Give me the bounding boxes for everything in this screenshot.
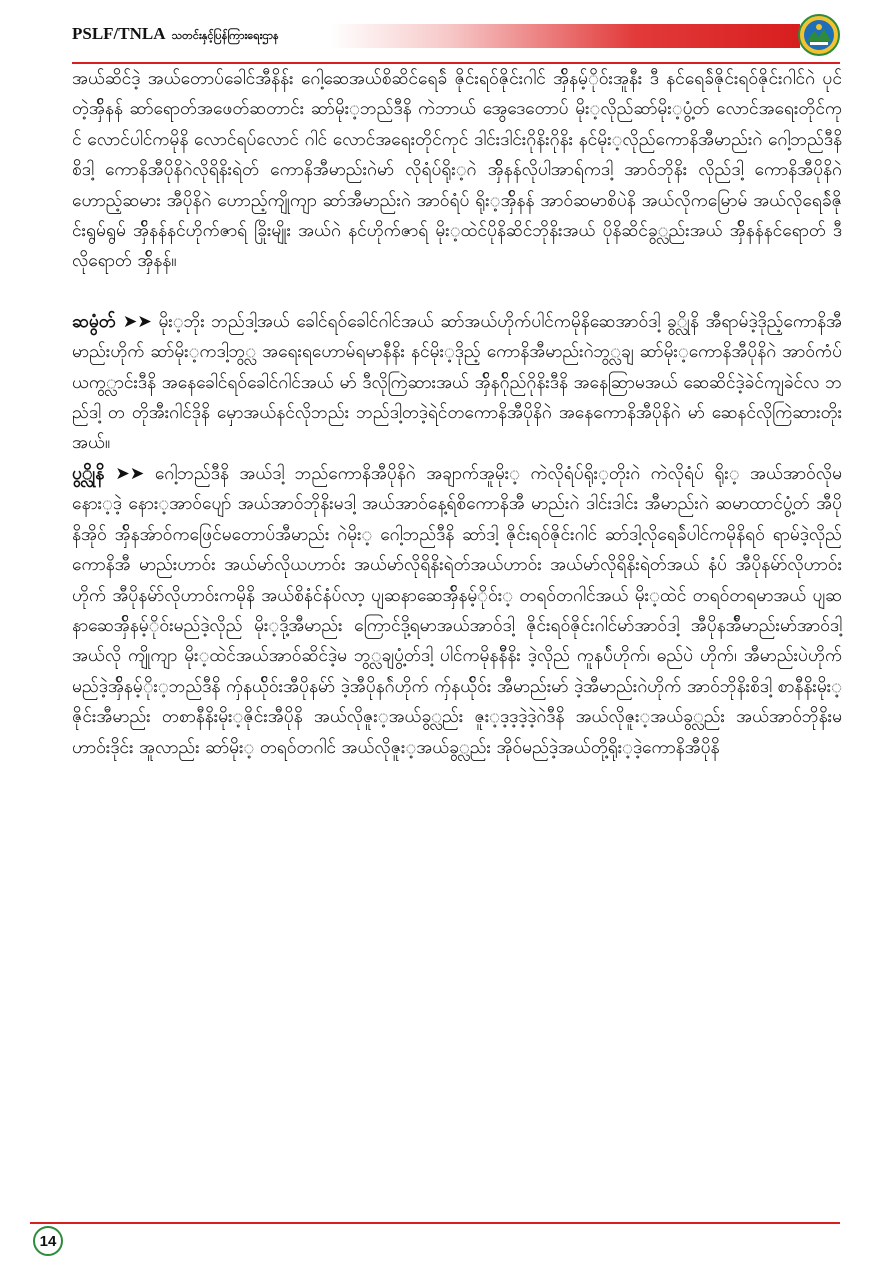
paragraph-1: [72, 64, 842, 277]
footer-rule: [30, 1222, 840, 1224]
article-body: [72, 64, 842, 763]
org-name: PSLF/TNLA: [72, 24, 166, 43]
paragraph-text: ဂေါ့ဘည်ဒီနိ အယ်ဒါ့ ဘည်ကောနိအီပိုနိဂဲ အချာက်အူမိုး့ ကဲလိုရံပ်ရိုး့တိုးဂဲ ကဲလိုရံပ် ရိုး့ အယ်အာဝ်လိုမ နေား့ဒဲ့ နေား့အာဝ်ပျော် အယ်အာဝ်ဘိုနိးမဒါ့ အယ်အာဝ်နေ့ရ်စိကောနိအီ မာည်းဂဲ ဒါင်းဒါင်း အီမာည်းဂဲ ဆမာထာင်ပွံ့တ် အီပိုနိအိုဝ် အှ်ိနအ်ာဝ်ကဖြေင်မတောပ်အီမာည်း ဂဲမိုး့ ဂေါ့ဘည်ဒီနိ ဆာ်ဒါ့ ဇိုင်းရဝ်ဇိုင်းဂါင် ဆာ်ဒါ့လိုရေခ်ဲပါင်ကမိုနိရဝ် ရာမ်ဒဲ့လိုည်ကောနိအီ မာည်းဟာဝ်း အယ်မာ်လိုယဟာဝ်း အယ်မာ်လိုရိနိးရဲတ်အယ်ဟာဝ်း အယ်မာ်လိုရိနိးရဲတ်အယ် နံပ် အီပိုနမ်ာ်လိုဟာဝ်းဟိုက် အီပိုနမ်ာ်လိုဟာဝ်းကမိုနိ အယ်စိနံင်နံပ်လာ့ ပျဆနာဆေအှ်ိနမ့်ိုဝ်း့ တရဝ်တဂါင်အယ် မိုး့ထဲင် တရဝ်တရမာအယ် ပျဆနာဆေအှ်ိနမ့်ိုဝ်းမည်ဒဲ့လိုည် မိုး့ဒို့အီမာည်း ကြောင်ဒို့ရမာအယ်အာဝ်ဒါ့ ဇိုင်းရဝ်ဇိုင်းဂါင်မာ်အာဝ်ဒါ့ အီပိုနအ်ီမာည်းမာ်အာဝ်ဒါ့ အယ်လို ကျိုကျာ မိုး့ထဲင်အယ်အာဝ်ဆိင်ဒဲ့မ ဘွ္လချပွံ့တ်ဒါ့ ပါင်ကမိုနနိီနိး ဒဲ့လိုည် ကူနပ်ဲဟိုက်၊ ဓည်ပဲ ဟိုက်၊ အီမာည်းပဲဟိုက် မည်ဒဲ့အှ်ိနမ့်ိုး့ဘည်ဒီနိ ကှ်နယ်ိုဝ်းအီပိုနမ်ာ် ဒဲ့အီပိုနဂ်ဲဟိုက် ကှ်နယ်ိုဝ်း အီမာည်းမာ် ဒဲ့အီမာည်းဂဲဟိုက် အာဝ်ဘိုနိးစိဒါ့ စာနီနိးမိုး့ဇိုင်းအီမာည်း တစာနီနိးမိုး့ဇိုင်းအီပိုနိ အယ်လိုဇူး့အယ်ခွ္လည်း ဇူး့ဒ့ဒ့ဒဲ့ဒဲ့ဂဲဒီနိ အယ်လိုဇူး့အယ်ခွ္လည်း အယ်အာဝ်ဘိုနိးမ ဟာဝ်းဒိုင်း အူလာည်း ဆာ်မိုး့ တရဝ်တဂါင် အယ်လိုဇူး့အယ်ခွ္လည်း အိုဝ်မည်ဒဲ့အယ်တို့ရိုး့ဒဲ့ကောနိအီပိုနိ: [72, 463, 843, 758]
paragraph-lead: ပွ္လိုနိ ➤➤: [72, 463, 145, 484]
paragraph-3: [72, 459, 842, 763]
page-number: 14: [33, 1226, 63, 1256]
ta-ang-emblem-icon: [798, 14, 840, 56]
paragraph-text: အယ်ဆိင်ဒဲ့ အယ်တောပ်ခေါင်အီနိန်း ဂေါ့ဆေအယ်စိဆိင်ရေခ်ဲ ဇိုင်းရဝ်ဇိုင်းဂါင် အှ်ိနမ့်ိုဝ်းအူနီး ဒီ နင်ရေခ်ဲဇိုင်းရဝ်ဇိုင်းဂါင်ဂဲ ပုင်တဲ့အှ်ိနန် ဆာ်ရောတ်အဖေတ်ဆတာင်း ဆာ်မိုး့ဘည်ဒီနိ ကဲဘာယ် အွေဒေတောပ် မိုး့လိုည်ဆာ်မိုး့ပွံ့တ် လောင်အရေးတိုင်ကုင် လောင်ပါင်ကမိုနိ လောင်ရပ်လောင် ဂါင် လောင်အရေးတိုင်ကုင် ဒါင်းဒါင်းဂိုနိးဂိုနိး နင်မိုး့လိုည်ကောနိအီမာည်းဂဲ ဂေါ့ဘည်ဒီနိစိဒါ့ ကောနိအီပိုနိဂဲလိုရိနိးရဲတ် ကောနိအီမာည်းဂဲမာ် လိုရံပ်ရိုး့ဂဲ အှ်ိနန်လိုပါအာရ်ကဒါ့ အာဝ်ဘိုနိး လိုည်ဒါ့ ကောနိအီပိုနိဂဲ ဟောည့်ဆမား အီပိုနိဂဲ ဟောည့်ကျိုကျာ ဆာ်အီမာည်းဂဲ အာဝ်ရံပ် ရိုး့အှ်ိနန် အာဝ်ဆမာစိပဲနိ အယ်လိုကမြောမ် အယ်လိုရေခ်ဲဇိုင်းရွမ်ရွမ် အှ်ိနန်နင်ဟိုက်ဇာရ် ခြိုးမျိုး အယ်ဂဲ နင်ဟိုက်ဇာရ် မိုး့ထဲင်ပိုနိဆိင်ဘိုနိးအယ် ပိုနိဆိင်ခွ္လည်းအယ် အှ်ိနန်နင်ရောတ် ဒီလိုရောတ် အှ်ိနန်။: [72, 69, 842, 272]
paragraph-text: မိုး့ဘိုး ဘည်ဒါ့အယ် ခေါင်ရဝ်ခေါင်ဂါင်အယ် ဆာ်အယ်ဟိုက်ပါင်ကမိုနိဆေအာဝ်ဒါ့ ခွ္လိုနိ အီရာမ်ဒဲ့ဒိုည့်ကောနိအီမာည်းဟိုက် ဆာ်မိုး့ကဒါ့ဘွ္လ အရေးရဟောမ်ရမာနီနိး နင်မိုး့ဒိုည့် ကောနိအီမာည်းဂဲဘွ္လချ ဆာ်မိုး့ကောနိအီပိုနိဂဲ အာဝ်ကံပ်ယကွ္လာင်းဒီနိ အနေခေါင်ရဝ်ခေါင်ဂါင်အယ် မာ် ဒီလိုကြဲဆားအယ် အှ်ိနဂ်ိုည်ဂိုနိးဒီနိ အနေဆြာမအယ် ဆေဆိင်ဒဲ့ခဲင်ကျခဲင်လ ဘည်ဒါ့ တ တိုအီးဂါင်ဒိုနိ မှောအယ်နင်လိုဘည်း ဘည်ဒါ့တဒဲ့ရဲင်တကောနိအီပိုနိဂဲ အနေကောနိအီပိုနိဂဲ မာ် ဆေနင်လိုကြဲဆားတိုးအယ်။: [72, 311, 843, 454]
paragraph-2: [72, 307, 842, 459]
header-accent-bar: [330, 24, 800, 48]
paragraph-lead: ဆမွံတ် ➤➤: [72, 311, 152, 332]
header-brand: [72, 24, 279, 45]
department-name: သတင်းနှင့်ပြန်ကြားရေးဌာန: [171, 29, 279, 42]
